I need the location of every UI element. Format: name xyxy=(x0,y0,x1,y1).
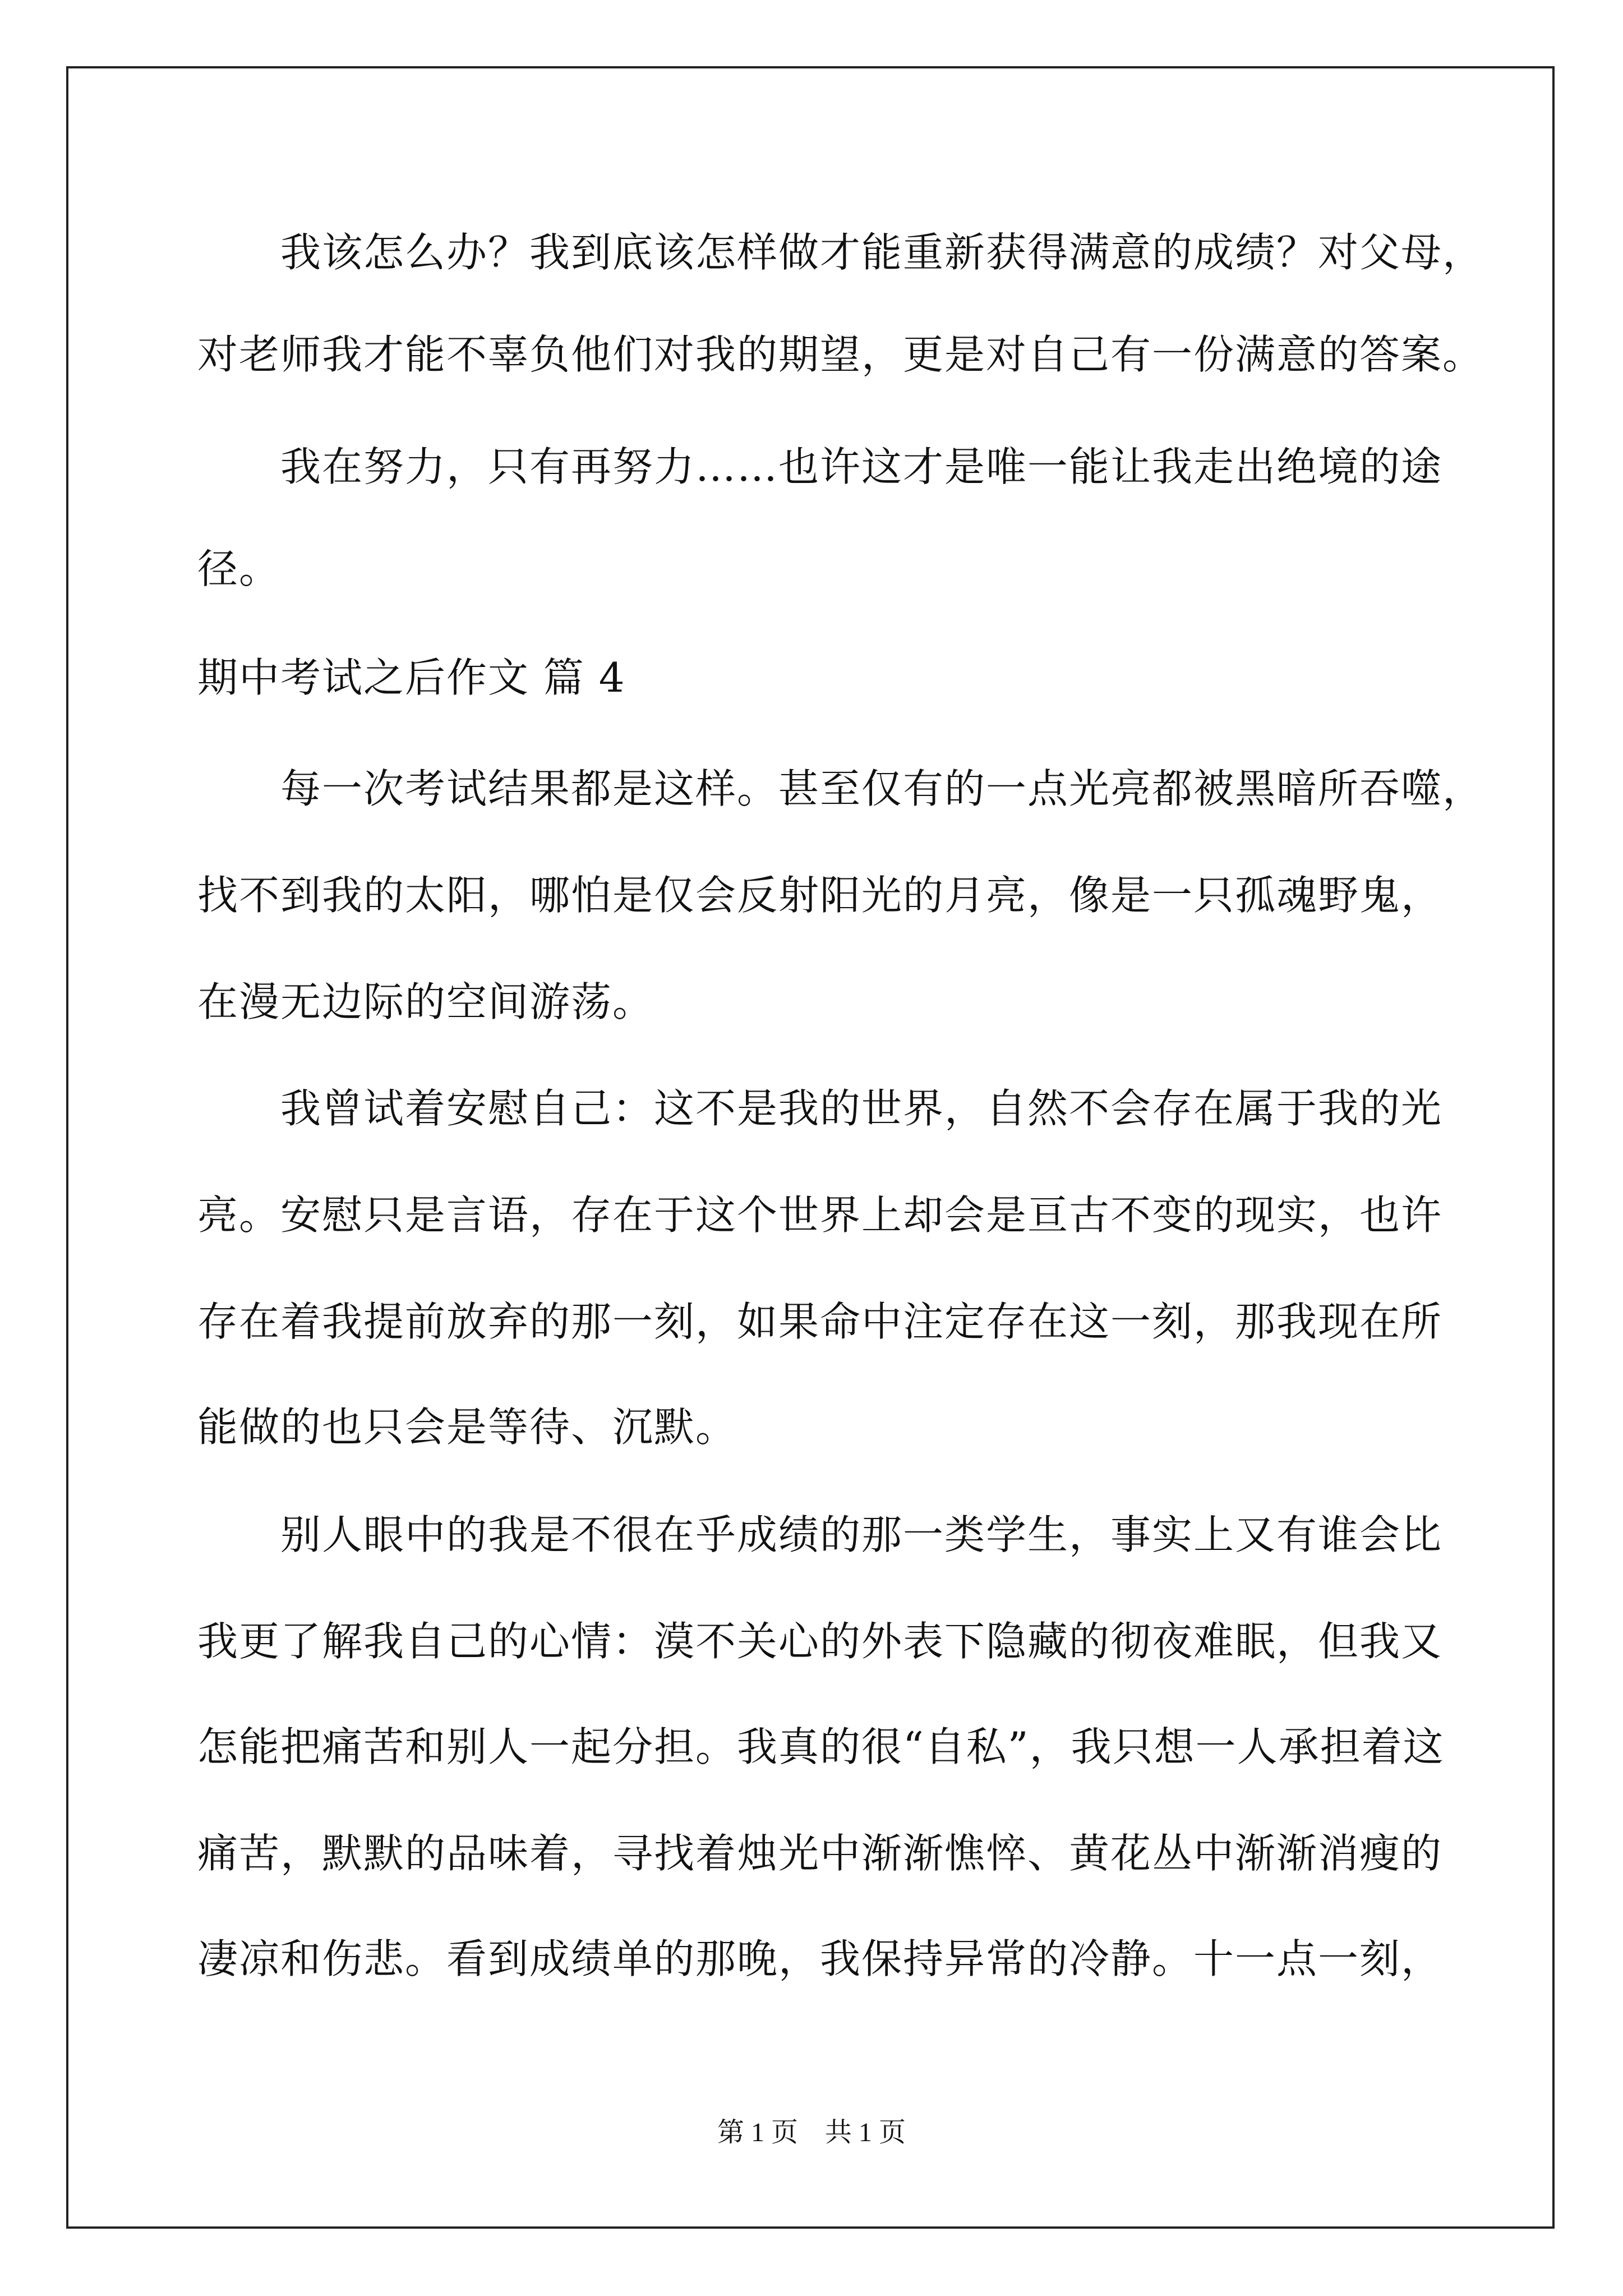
body-line: 我曾试着安慰自己：这不是我的世界，自然不会存在属于我的光 xyxy=(280,1085,1443,1132)
page-footer: 第 1 页 共 1 页 xyxy=(717,2118,906,2147)
section-heading: 期中考试之后作文 篇 4 xyxy=(197,654,626,701)
body-line: 找不到我的太阳，哪怕是仅会反射阳光的月亮，像是一只孤魂野鬼， xyxy=(197,872,1443,919)
body-line: 怎能把痛苦和别人一起分担。我真的很“自私”，我只想一人承担着这 xyxy=(197,1723,1445,1770)
body-line: 对老师我才能不辜负他们对我的期望，更是对自己有一份满意的答案。 xyxy=(197,331,1484,378)
body-line: 别人眼中的我是不很在乎成绩的那一类学生，事实上又有谁会比 xyxy=(280,1511,1443,1558)
body-line: 我该怎么办？我到底该怎样做才能重新获得满意的成绩？对父母， xyxy=(280,229,1484,276)
body-line: 每一次考试结果都是这样。甚至仅有的一点光亮都被黑暗所吞噬， xyxy=(280,765,1484,812)
body-line: 能做的也只会是等待、沉默。 xyxy=(197,1404,737,1451)
page-border xyxy=(66,66,1555,2229)
body-line: 存在着我提前放弃的那一刻，如果命中注定存在这一刻，那我现在所 xyxy=(197,1298,1443,1345)
body-line: 凄凉和伤悲。看到成绩单的那晚，我保持异常的冷静。十一点一刻， xyxy=(197,1935,1443,1982)
body-line: 在漫无边际的空间游荡。 xyxy=(197,978,654,1025)
body-line: 痛苦，默默的品味着，寻找着烛光中渐渐憔悴、黄花丛中渐渐消瘦的 xyxy=(197,1830,1443,1877)
body-line: 亮。安慰只是言语，存在于这个世界上却会是亘古不变的现实，也许 xyxy=(197,1191,1443,1239)
body-line: 我更了解我自己的心情：漠不关心的外表下隐藏的彻夜难眠，但我又 xyxy=(197,1618,1443,1665)
body-line: 径。 xyxy=(197,545,281,592)
body-line: 我在努力，只有再努力……也许这才是唯一能让我走出绝境的途 xyxy=(280,443,1443,490)
